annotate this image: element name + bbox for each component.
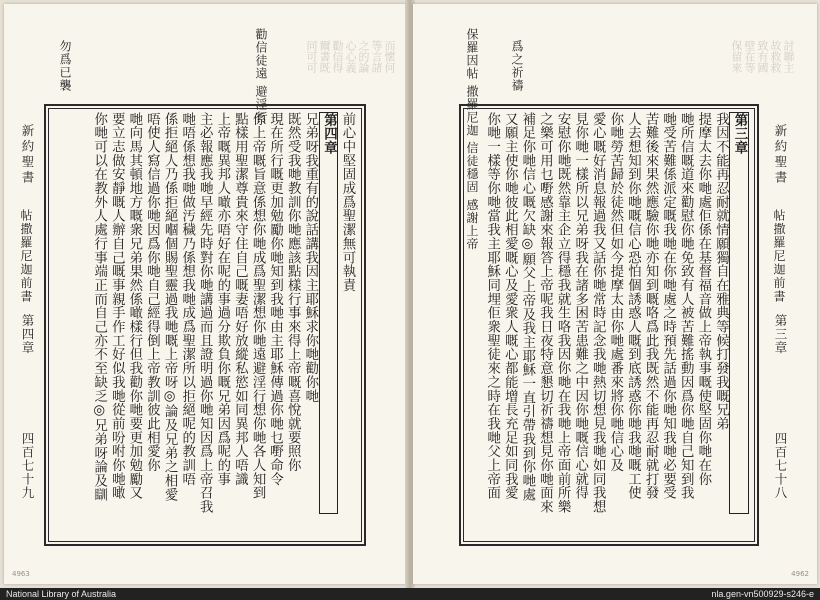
catalog-stamp: 4963 <box>12 570 30 578</box>
page-number: 四百七十九 <box>20 432 35 500</box>
chapter-label: 第四章 <box>20 314 35 355</box>
record-identifier[interactable]: nla.gen-vn500929-s246-e <box>711 589 814 599</box>
text-column: 係上帝嘅旨意係想你哋成爲聖潔想你哋遠避淫行想你哋各人知到 <box>250 112 266 500</box>
margin-note-thanks: 保羅因帖 撒羅尼迦 信徒穩固 感謝上帝 <box>465 28 479 251</box>
bleed-column: 勸信得 <box>331 40 344 73</box>
book-title: 新約聖書 <box>773 124 788 186</box>
bleed-column: 故救救 <box>769 40 782 73</box>
catalog-stamp: 4962 <box>791 570 809 578</box>
chapter-label: 第三章 <box>773 314 788 355</box>
text-column: 上帝嘅異邦人噉亦唔好在呢的事過分欺負你嘅兄弟因爲呢的事 <box>214 112 230 486</box>
text-column: 人去想知到你哋嘅信心恐怕個誘惑人嘅到底誘惑你哋我哋嘅工使 <box>625 112 641 500</box>
text-column: 要立志做安靜嘅人辦自己嘅事親手作工好似我哋從前吩咐你哋噉 <box>109 112 125 500</box>
bleed-column: 討聯主 <box>782 40 795 73</box>
text-frame <box>44 104 366 546</box>
bleed-column: 之的論 <box>357 40 370 73</box>
chapter-heading: 第三章 <box>729 112 749 514</box>
body-text <box>483 112 749 514</box>
text-column: 你哋一樣等你哋當我主耶穌同埋佢衆聖徒來之時在我哋父上帝面 <box>484 112 500 500</box>
text-column: 補足你哋信心嘅欠缺◎願父上帝及我主耶穌一直引帶我到你哋處 <box>519 112 535 502</box>
bleed-column: 同可可 <box>305 40 318 73</box>
margin-note-chastity: 勸信徒遠 避淫行 <box>254 28 268 124</box>
library-credit[interactable]: National Library of Australia <box>6 589 117 599</box>
text-column: 苦難後來果然應驗你哋亦知到嘅咯爲此我既然不能再忍耐就打發 <box>643 112 659 500</box>
chapter-intro: 兄弟呀我重有的說話講我因主耶穌求你哋勸你哋 <box>302 112 318 403</box>
bleed-column: 而懷何 <box>383 40 396 73</box>
book-name: 帖撒羅尼迦前書 <box>772 209 786 304</box>
text-column: 我因不能再忍耐就情願獨自在雅典等候打發我嘅兄弟 <box>713 112 729 431</box>
book-name: 帖撒羅尼迦前書 <box>19 209 33 304</box>
bleed-through-text <box>305 40 396 110</box>
text-column: 哋向馬其頓地方嘅衆兄弟果然係噉樣行但我勸你哋要更加勉勵又 <box>126 112 142 500</box>
right-page <box>413 4 817 584</box>
body-text <box>90 112 356 514</box>
bleed-column: 保留來 <box>730 40 743 73</box>
bleed-column: 爾書既 <box>318 40 331 73</box>
bleed-column: 壁在等 <box>743 40 756 73</box>
text-column: 又願主使你哋彼此相愛嘅心及愛衆人嘅心都能增長充足如同我愛 <box>502 112 518 500</box>
text-column: 點樣用聖潔尊貴來守住自己嘅妻唔好放縱私慾如同異邦人唔識 <box>232 112 248 486</box>
page-number: 四百七十八 <box>773 432 788 500</box>
left-page <box>4 4 406 584</box>
text-column: 提摩太去你哋處佢係在基督福音做上帝執事嘅使堅固你哋在你 <box>695 112 711 486</box>
text-column: 哋所信嘅道來勸慰你哋免致有人被苦難搖動因爲你哋自己知到我 <box>678 112 694 500</box>
bleed-column: 心心義 <box>344 40 357 73</box>
text-column: 安慰你哋既然靠主企立得穩我就生咯我因你哋在我哋上帝面前所樂 <box>555 112 571 514</box>
bleed-through-text <box>730 40 795 110</box>
text-column: 你哋可以在教外人處行事端正而自己亦不至缺乏◎兄弟呀論及瞓 <box>91 112 107 502</box>
viewer-footer <box>0 588 820 600</box>
margin-note-quiet: 勿爲已襲 <box>58 40 72 92</box>
text-column: 前心中堅固成爲聖潔無可執責 <box>340 112 355 293</box>
book-title: 新約聖書 <box>20 124 35 186</box>
text-column: 既然受我哋教訓你哋應該點樣行事來得上帝嘅喜悅就要照你 <box>285 112 301 473</box>
chapter-heading: 第四章 <box>319 112 339 514</box>
text-column: 愛心嘅好消息報過我又話你哋常時記念我哋熱切想見我哋如同我想 <box>590 112 606 514</box>
text-column: 見你哋一樣所以兄弟呀我在諸多困苦患難之中因你哋嘅信心就得 <box>572 112 588 500</box>
text-column: 你哋勞苦歸於徒然但如今提摩太由你哋處番來將你哋信心及 <box>607 112 623 473</box>
text-column: 主必報應我哋早經先時對你哋講過而且證明過你哋知因爲上帝召我 <box>197 112 213 514</box>
text-column: 係拒絕人乃係拒絕嗰個賜聖靈過我哋嘅上帝呀◎論及兄弟之相愛 <box>162 112 178 502</box>
text-column: 之樂可用乜嘢感謝來報答上帝呢我日夜特意懇切祈禱想見你哋面來 <box>537 112 553 514</box>
text-column: 唔使人寫信過你哋因爲你哋自己經得倒上帝教訓彼此相愛你 <box>144 112 160 473</box>
bleed-column: 等言諸 <box>370 40 383 73</box>
text-column: 哋唔係想我哋做汚穢乃係想我哋成爲聖潔所以拒絕呢的教訓唔 <box>179 112 195 486</box>
margin-note-prayer: 爲之祈禱 <box>510 40 524 92</box>
text-column: 哋受苦難係派定嘅我哋在你哋處之時預先話過你哋知我哋必要受 <box>660 112 676 500</box>
bleed-column: 致有國 <box>756 40 769 73</box>
text-frame <box>459 104 759 546</box>
text-column: 現在所行嘅更加勉勵你哋知到我哋由主耶穌傳過你哋乜嘢命令 <box>267 112 283 486</box>
